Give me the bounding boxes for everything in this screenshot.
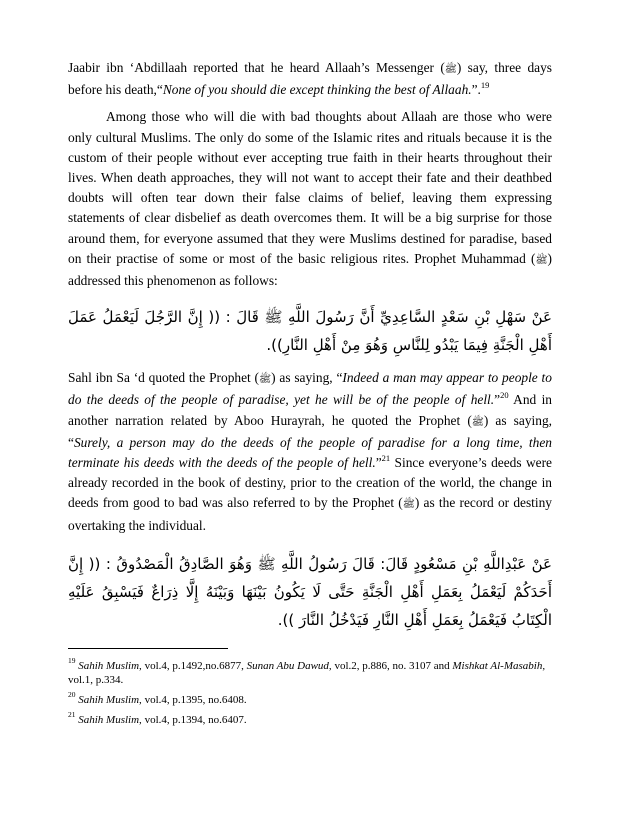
text: Jaabir ibn ‘Abdillaah reported that he heard Allaah’s Messenger ( [68, 60, 445, 75]
text: Sahl ibn Sa ‘d quoted the Prophet ( [68, 370, 260, 386]
hadith-quote: Indeed a man may appear to people to do the deeds of the people of paradise, yet he will be of the people of hell. [68, 370, 552, 408]
footnote-20 [68, 690, 552, 707]
hadith-quote: None of you should die except thinking the best of Allaah. [162, 82, 472, 98]
paragraph-jaabir [68, 58, 552, 100]
salutation-symbol: ﷺ [535, 254, 548, 266]
footnote-19 [68, 656, 552, 687]
salutation-symbol: ﷺ [444, 64, 457, 75]
paragraph-cultural-muslims [68, 107, 552, 291]
footnote-ref-20[interactable]: 20 [500, 389, 509, 400]
footnote-divider [68, 648, 228, 649]
hadith-quote: Surely, a person may do the deeds of the people of paradise for a long time, then terminate his deeds with the deeds of the people of hell. [68, 434, 552, 471]
text: ” [494, 392, 501, 408]
source-title: Mishkat Al-Masabih, [452, 659, 546, 672]
footnote-number: 20 [68, 690, 76, 700]
text: ” [375, 455, 382, 471]
footnote-number: 21 [68, 710, 76, 720]
text: vol.4, p.1492,no.6877, [141, 659, 247, 672]
text: Among those who will die with bad thoughts about Allaah are those who were only cultural Muslims. The only do some of the Islamic rites and rituals because it is the custom of their people without ever accepting true faith in their hearts throughout their lives. When death approaches, they will not want to accept their fate and their deathbed doubts will often tear down their false claims of belief, leaving them expressing statements of clear disbelief as death overcomes them. It will be a big surprise for those around them, for everyone assumed that they were Muslims destined for paradise, based on their practise of some or most of the basic religious rites. Prophet Muhammad ( [68, 109, 552, 266]
text: ) as saying, “ [68, 412, 552, 450]
salutation-symbol: ﷺ [471, 416, 484, 428]
footnote-ref-21[interactable]: 21 [381, 452, 391, 463]
text: vol.4, p.1394, no.6407. [141, 713, 247, 726]
footnote-21 [68, 710, 552, 727]
footnote-ref-19[interactable]: 19 [480, 79, 490, 90]
salutation-symbol: ﷺ [402, 499, 415, 511]
text: ) say, three days before his death,“ [68, 60, 552, 98]
text: ”. [471, 82, 481, 98]
source-title: Sahih Muslim, [78, 659, 142, 672]
source-title: Sunan Abu Dawud, [246, 659, 332, 672]
text: And in another narration related by Aboo Hurayrah, he quoted the Prophet ( [68, 392, 553, 428]
text: Since everyone’s deeds were already recorded in the book of destiny, prior to the creation of the world, the change in deeds from good to bad was also referred to by the Prophet ( [68, 455, 553, 511]
source-title: Sahih Muslim, [78, 713, 142, 726]
source-title: Sahih Muslim, [78, 693, 142, 706]
footnote-number: 19 [68, 656, 76, 666]
text: ) as saying, “ [271, 370, 343, 386]
paragraph-sahl [68, 368, 552, 536]
arabic-hadith-ibn-masud: عَنْ عَبْدِاللَّهِ بْنِ مَسْعُودٍ قَالَ: قَالَ رَسُولُ اللَّهِ ﷺ وَهُوَ الصَّادِقُ الْمَصْدُوقُ : (( إِنَّ أَحَدَكُمْ لَيَعْمَلُ بِعَمَلِ أَهْلِ الْجَنَّةِ حَتَّى لَا يَكُونُ بَيْنَهَا وَبَيْنَهُ إِلَّا ذِرَاعٌ فَيَسْبِقُ عَلَيْهِ الْكِتَابُ فَيَعْمَلُ بِعَمَلِ أَهْلِ النَّارِ فَيَدْخُلُ النَّارَ )). [68, 554, 552, 629]
text: vol.1, p.334. [68, 673, 124, 686]
text: vol.4, p.1395, no.6408. [141, 693, 247, 706]
salutation-symbol: ﷺ [259, 374, 272, 386]
text: ) as the record or destiny overtaking the individual. [68, 495, 552, 533]
arabic-hadith-sahl: عَنْ سَهْلِ بْنِ سَعْدٍ السَّاعِدِيِّ أَنَّ رَسُولَ اللَّهِ ﷺ قَالَ : (( إِنَّ الرَّجُلَ لَيَعْمَلُ عَمَلَ أَهْلِ الْجَنَّةِ فِيمَا يَبْدُو لِلنَّاسِ وَهُوَ مِنْ أَهْلِ النَّارِ)). [68, 308, 552, 355]
text: vol.2, p.886, no. 3107 and [331, 659, 453, 672]
text: ) addressed this phenomenon as follows: [68, 250, 552, 289]
document-page [68, 58, 552, 733]
